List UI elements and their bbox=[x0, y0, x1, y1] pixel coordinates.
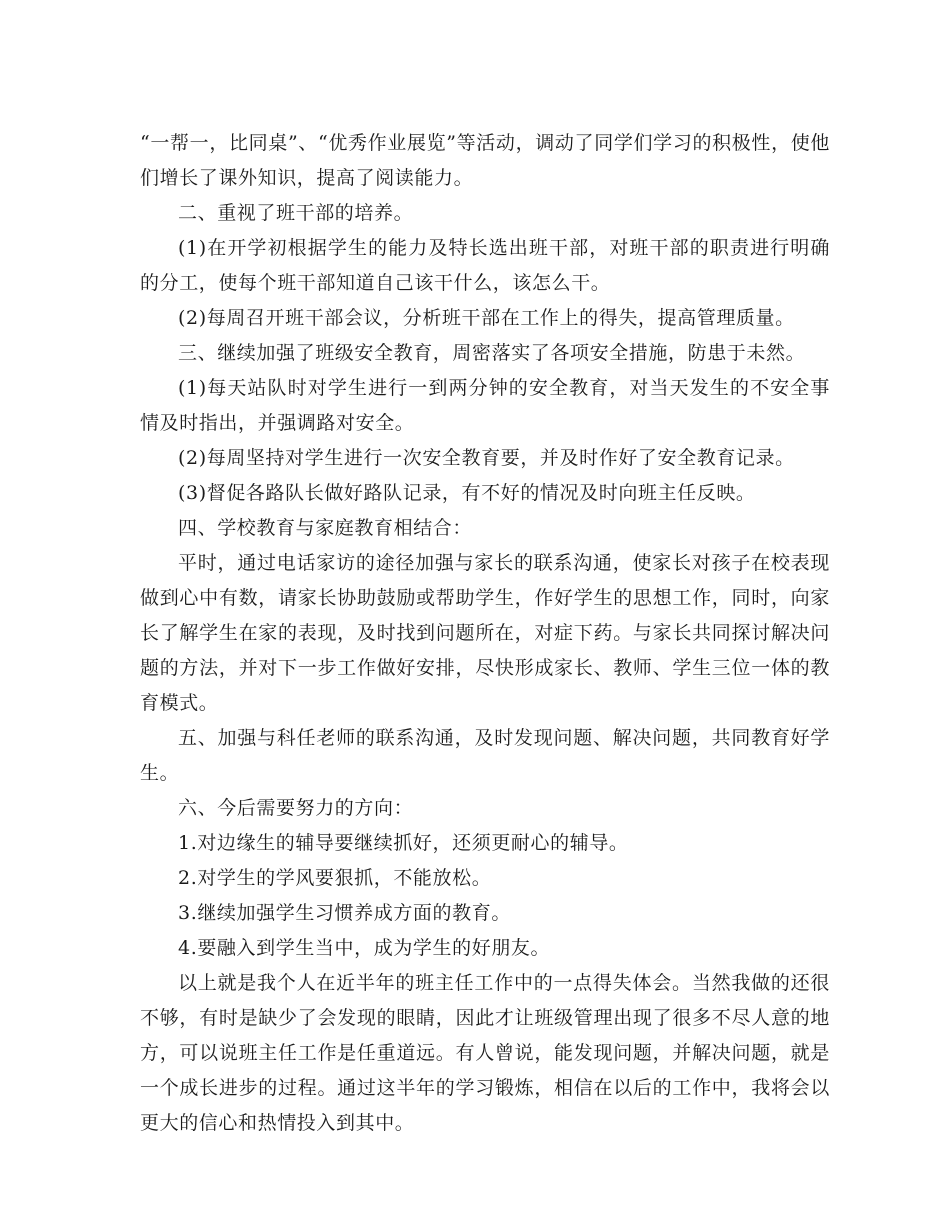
section-heading: 三、继续加强了班级安全教育，周密落实了各项安全措施，防患于未然。 bbox=[178, 342, 806, 364]
paragraph: (1)在开学初根据学生的能力及特长选出班干部，对班干部的职责进行明确的分工，使每个班干部知道自己该干什么，该怎么干。 bbox=[140, 237, 830, 294]
paragraph: (2)每周召开班干部会议，分析班干部在工作上的得失，提高管理质量。 bbox=[178, 307, 795, 329]
paragraph: (3)督促各路队长做好路队记录，有不好的情况及时向班主任反映。 bbox=[178, 482, 756, 504]
paragraph: “一帮一，比同桌”、“优秀作业展览”等活动，调动了同学们学习的积极性，使他们增长了课外知识，提高了阅读能力。 bbox=[140, 132, 830, 189]
paragraph: (2)每周坚持对学生进行一次安全教育要，并及时作好了安全教育记录。 bbox=[178, 447, 795, 469]
paragraph: 以上就是我个人在近半年的班主任工作中的一点得失体会。当然我做的还很不够，有时是缺少了会发现的眼睛，因此才让班级管理出现了很多不尽人意的地方，可以说班主任工作是任重道远。有人曾说，能发现问题，并解决问题，就是一个成长进步的过程。通过这半年的学习锻炼，相信在以后的工作中，我将会以更大的信心和热情投入到其中。 bbox=[140, 972, 830, 1134]
section-heading: 二、重视了班干部的培养。 bbox=[178, 202, 414, 224]
section-heading: 六、今后需要努力的方向： bbox=[178, 797, 414, 819]
list-item: 4.要融入到学生当中，成为学生的好朋友。 bbox=[178, 937, 551, 959]
section-heading: 五、加强与科任老师的联系沟通，及时发现问题、解决问题，共同教育好学生。 bbox=[140, 727, 830, 784]
section-heading: 四、学校教育与家庭教育相结合： bbox=[178, 517, 473, 539]
document-body bbox=[140, 126, 830, 1141]
list-item: 3.继续加强学生习惯养成方面的教育。 bbox=[178, 902, 511, 924]
paragraph: (1)每天站队时对学生进行一到两分钟的安全教育，对当天发生的不安全事情及时指出，并强调路对安全。 bbox=[140, 377, 830, 434]
paragraph: 平时，通过电话家访的途径加强与家长的联系沟通，使家长对孩子在校表现做到心中有数，请家长协助鼓励或帮助学生，作好学生的思想工作，同时，向家长了解学生在家的表现，及时找到问题所在，对症下药。与家长共同探讨解决问题的方法，并对下一步工作做好安排，尽快形成家长、教师、学生三位一体的教育模式。 bbox=[140, 552, 830, 714]
list-item: 1.对边缘生的辅导要继续抓好，还须更耐心的辅导。 bbox=[178, 832, 629, 854]
list-item: 2.对学生的学风要狠抓，不能放松。 bbox=[178, 867, 492, 889]
